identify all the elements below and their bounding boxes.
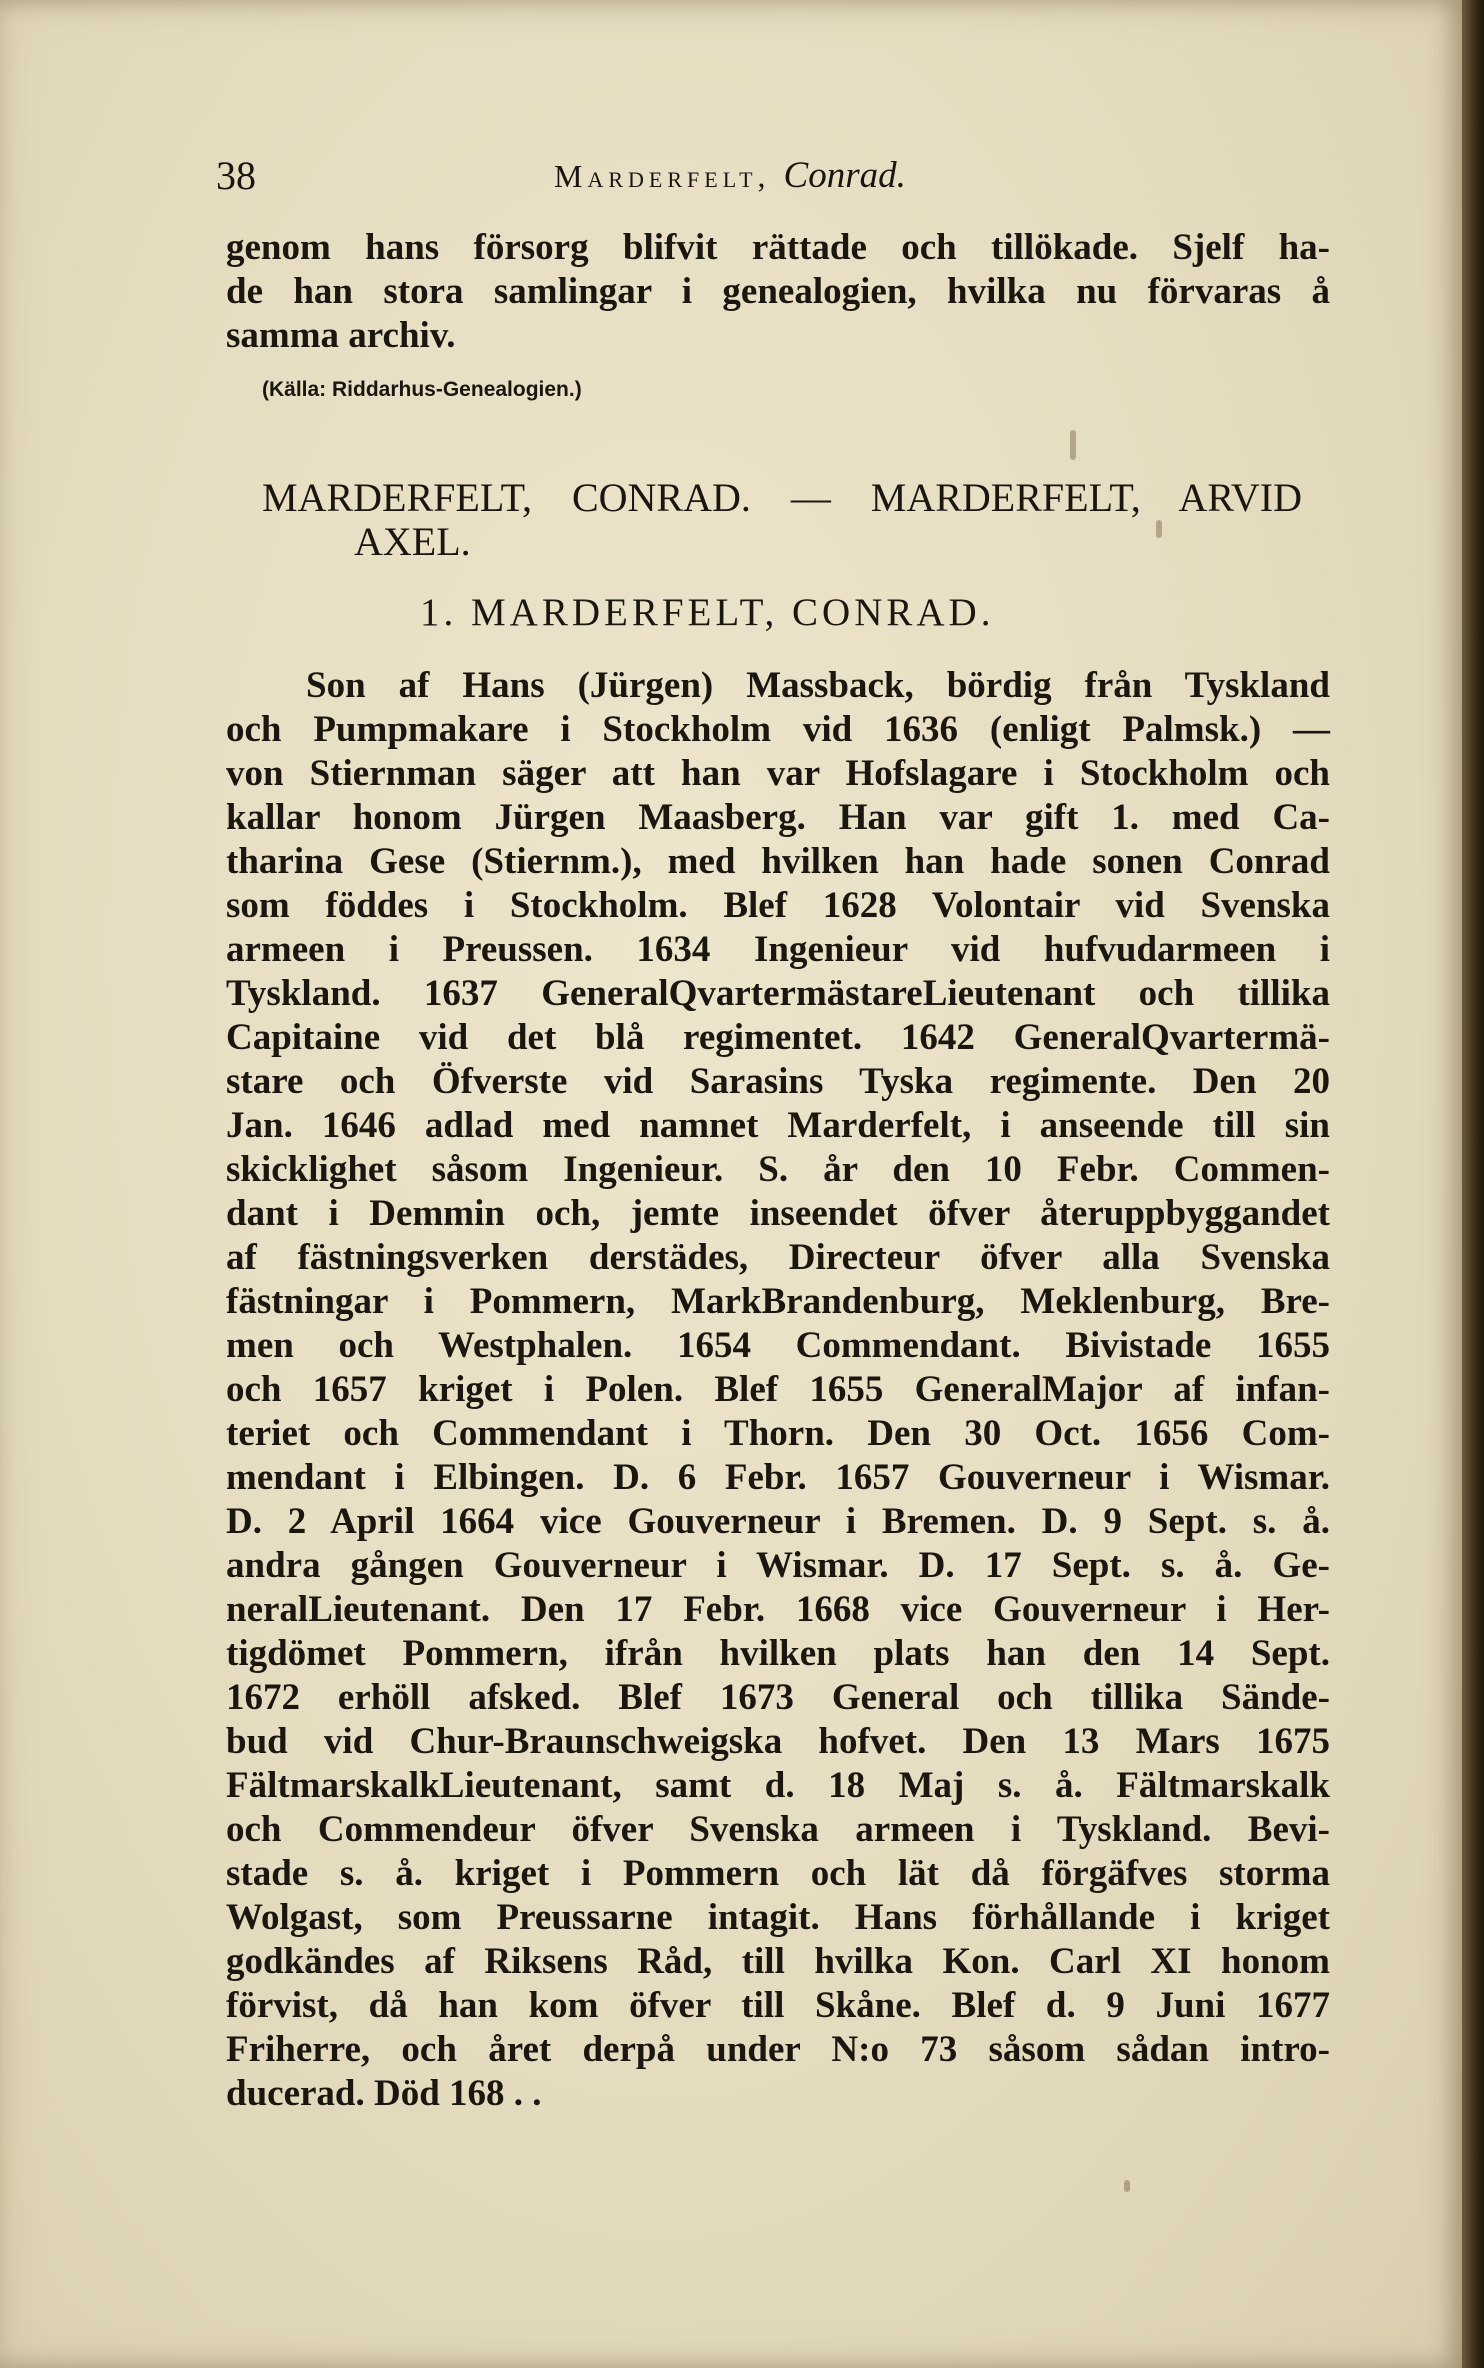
- body-line-17: och 1657 kriget i Polen. Blef 1655 GeneralMajor af infan-: [226, 1369, 1330, 1410]
- print-speck: [1156, 520, 1162, 538]
- body-line-14: af fästningsverken derstädes, Directeur öfver alla Svenska: [226, 1237, 1330, 1278]
- body-line-23: tigdömet Pommern, ifrån hvilken plats han den 14 Sept.: [226, 1633, 1330, 1674]
- page-number: 38: [216, 153, 256, 198]
- body-line-18: teriet och Commendant i Thorn. Den 30 Oct. 1656 Com-: [226, 1413, 1330, 1454]
- running-head-surname: Marderfelt,: [554, 158, 771, 194]
- body-line-28: stade s. å. kriget i Pommern och lät då förgäfves storma: [226, 1853, 1330, 1894]
- body-line-1: Son af Hans (Jürgen) Massback, bördig från Tyskland: [306, 665, 1330, 706]
- body-line-3: von Stiernman säger att han var Hofslagare i Stockholm och: [226, 753, 1330, 794]
- body-line-5: tharina Gese (Stiernm.), med hvilken han hade sonen Conrad: [226, 841, 1330, 882]
- body-line-31: förvist, då han kom öfver till Skåne. Blef d. 9 Juni 1677: [226, 1985, 1330, 2026]
- preceding-line-1: genom hans försorg blifvit rättade och tillökade. Sjelf ha-: [226, 227, 1330, 268]
- body-line-2: och Pumpmakare i Stockholm vid 1636 (enligt Palmsk.) —: [226, 709, 1330, 750]
- page-edge: [1462, 0, 1484, 2368]
- body-line-7: armeen i Preussen. 1634 Ingenieur vid hufvudarmeen i: [226, 929, 1330, 970]
- section-title-line-2: AXEL.: [354, 519, 471, 564]
- body-line-24: 1672 erhöll afsked. Blef 1673 General och tillika Sände-: [226, 1677, 1330, 1718]
- section-title-line-1: MARDERFELT, CONRAD. — MARDERFELT, ARVID: [262, 475, 1302, 520]
- body-line-11: Jan. 1646 adlad med namnet Marderfelt, i anseende till sin: [226, 1105, 1330, 1146]
- source-note: (Källa: Riddarhus-Genealogien.): [262, 378, 582, 401]
- body-line-8: Tyskland. 1637 GeneralQvartermästareLieutenant och tillika: [226, 973, 1330, 1014]
- body-line-27: och Commendeur öfver Svenska armeen i Tyskland. Bevi-: [226, 1809, 1330, 1850]
- body-line-16: men och Westphalen. 1654 Commendant. Bivistade 1655: [226, 1325, 1330, 1366]
- body-line-19: mendant i Elbingen. D. 6 Febr. 1657 Gouverneur i Wismar.: [226, 1457, 1330, 1498]
- body-line-15: fästningar i Pommern, MarkBrandenburg, Meklenburg, Bre-: [226, 1281, 1330, 1322]
- print-speck: [1070, 430, 1076, 460]
- body-line-21: andra gången Gouverneur i Wismar. D. 17 Sept. s. å. Ge-: [226, 1545, 1330, 1586]
- body-line-20: D. 2 April 1664 vice Gouverneur i Bremen. D. 9 Sept. s. å.: [226, 1501, 1330, 1542]
- body-line-33: ducerad. Död 168 . .: [226, 2073, 542, 2114]
- running-head-given: Conrad.: [783, 155, 906, 196]
- preceding-line-3: samma archiv.: [226, 315, 456, 356]
- body-line-13: dant i Demmin och, jemte inseendet öfver återuppbyggandet: [226, 1193, 1330, 1234]
- body-line-9: Capitaine vid det blå regimentet. 1642 GeneralQvartermä-: [226, 1017, 1330, 1058]
- entry-heading: 1. MARDERFELT, CONRAD.: [420, 591, 995, 634]
- body-line-12: skicklighet såsom Ingenieur. S. år den 10 Febr. Commen-: [226, 1149, 1330, 1190]
- body-line-32: Friherre, och året derpå under N:o 73 såsom sådan intro-: [226, 2029, 1330, 2070]
- page-header: [216, 152, 1036, 202]
- body-line-22: neralLieutenant. Den 17 Febr. 1668 vice Gouverneur i Her-: [226, 1589, 1330, 1630]
- running-head: [554, 154, 906, 197]
- print-speck: [1124, 2180, 1130, 2192]
- body-line-25: bud vid Chur-Braunschweigska hofvet. Den 13 Mars 1675: [226, 1721, 1330, 1762]
- body-line-29: Wolgast, som Preussarne intagit. Hans förhållande i kriget: [226, 1897, 1330, 1938]
- body-line-10: stare och Öfverste vid Sarasins Tyska regimente. Den 20: [226, 1061, 1330, 1102]
- body-line-4: kallar honom Jürgen Maasberg. Han var gift 1. med Ca-: [226, 797, 1330, 838]
- preceding-line-2: de han stora samlingar i genealogien, hvilka nu förvaras å: [226, 271, 1330, 312]
- body-line-30: godkändes af Riksens Råd, till hvilka Kon. Carl XI honom: [226, 1941, 1330, 1982]
- body-line-6: som föddes i Stockholm. Blef 1628 Volontair vid Svenska: [226, 885, 1330, 926]
- body-line-26: FältmarskalkLieutenant, samt d. 18 Maj s. å. Fältmarskalk: [226, 1765, 1330, 1806]
